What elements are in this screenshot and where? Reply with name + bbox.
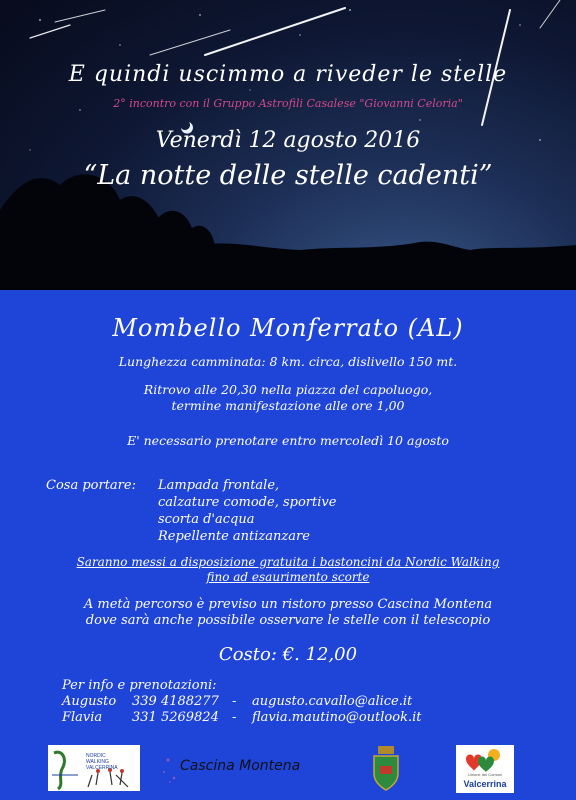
crest-icon (368, 744, 404, 792)
cascina-montena-text: Cascina Montena (180, 758, 301, 774)
headline-title: E quindi uscimmo a riveder le stelle (68, 62, 508, 87)
bring-item: calzature comode, sportive (158, 495, 337, 510)
nordic-walking-logo (48, 745, 140, 791)
walk-length: Lunghezza camminata: 8 km. circa, dislivello 150 mt. (118, 354, 458, 369)
contact-phone: 339 4188277 (132, 694, 219, 709)
contact-email[interactable]: flavia.mautino@outlook.it (252, 710, 422, 725)
refreshment-line-2: dove sarà anche possibile osservare le stelle con il telescopio (85, 613, 491, 628)
details-panel (0, 290, 576, 800)
refreshment-line-1: A metà percorso è previso un ristoro presso Cascina Montena (83, 597, 493, 612)
valcerrina-subtitle: Unione dei Comuni (467, 772, 503, 777)
meeting-line-2: termine manifestazione alle ore 1,00 (171, 398, 405, 413)
nordic-notice-2: fino ad esaurimento scorte (206, 570, 370, 584)
contact-phone: 331 5269824 (132, 710, 219, 725)
event-date: Venerdì 12 agosto 2016 (155, 128, 421, 153)
contact-sep: - (232, 710, 237, 725)
contact-heading: Per info e prenotazioni: (62, 678, 217, 693)
nordic-text-2: WALKING (86, 759, 109, 765)
contact-row (62, 710, 421, 726)
booking-deadline: E' necessario prenotare entro mercoledì 10 agosto (127, 433, 449, 448)
nordic-text-3: VALCERRINA (86, 765, 118, 771)
contact-info (62, 678, 421, 726)
cascina-montena-logo (160, 748, 350, 788)
nordic-walking-text (86, 753, 118, 771)
town-title: Mombello Monferrato (AL) (112, 314, 464, 342)
what-to-bring-label: Cosa portare: (46, 478, 136, 493)
nordic-notice-1: Saranno messi a disposizione gratuita i bastoncini da Nordic Walking (76, 555, 500, 569)
hearts-icon (456, 745, 514, 773)
valcerrina-text: Valcerrina (463, 779, 507, 789)
sponsor-logos (0, 740, 576, 800)
nordic-text-1: NORDIC (86, 753, 106, 759)
contact-name: Flavia (62, 710, 103, 725)
bring-item: Lampada frontale, (158, 478, 280, 493)
cost: Costo: €. 12,00 (218, 644, 358, 665)
contact-row (62, 694, 421, 710)
meeting-line-1: Ritrovo alle 20,30 nella piazza del capoluogo, (143, 382, 433, 397)
contact-sep: - (232, 694, 237, 709)
headline-subtitle: 2° incontro con il Gruppo Astrofili Casalese "Giovanni Celoria" (113, 97, 463, 110)
contact-name: Augusto (62, 694, 117, 709)
contact-email[interactable]: augusto.cavallo@alice.it (252, 694, 413, 709)
valcerrina-logo (456, 745, 514, 793)
event-name: “La notte delle stelle cadenti” (83, 160, 493, 191)
bring-item: Repellente antizanzare (158, 529, 310, 544)
bring-item: scorta d'acqua (158, 512, 255, 527)
comune-crest-logo (368, 744, 404, 792)
